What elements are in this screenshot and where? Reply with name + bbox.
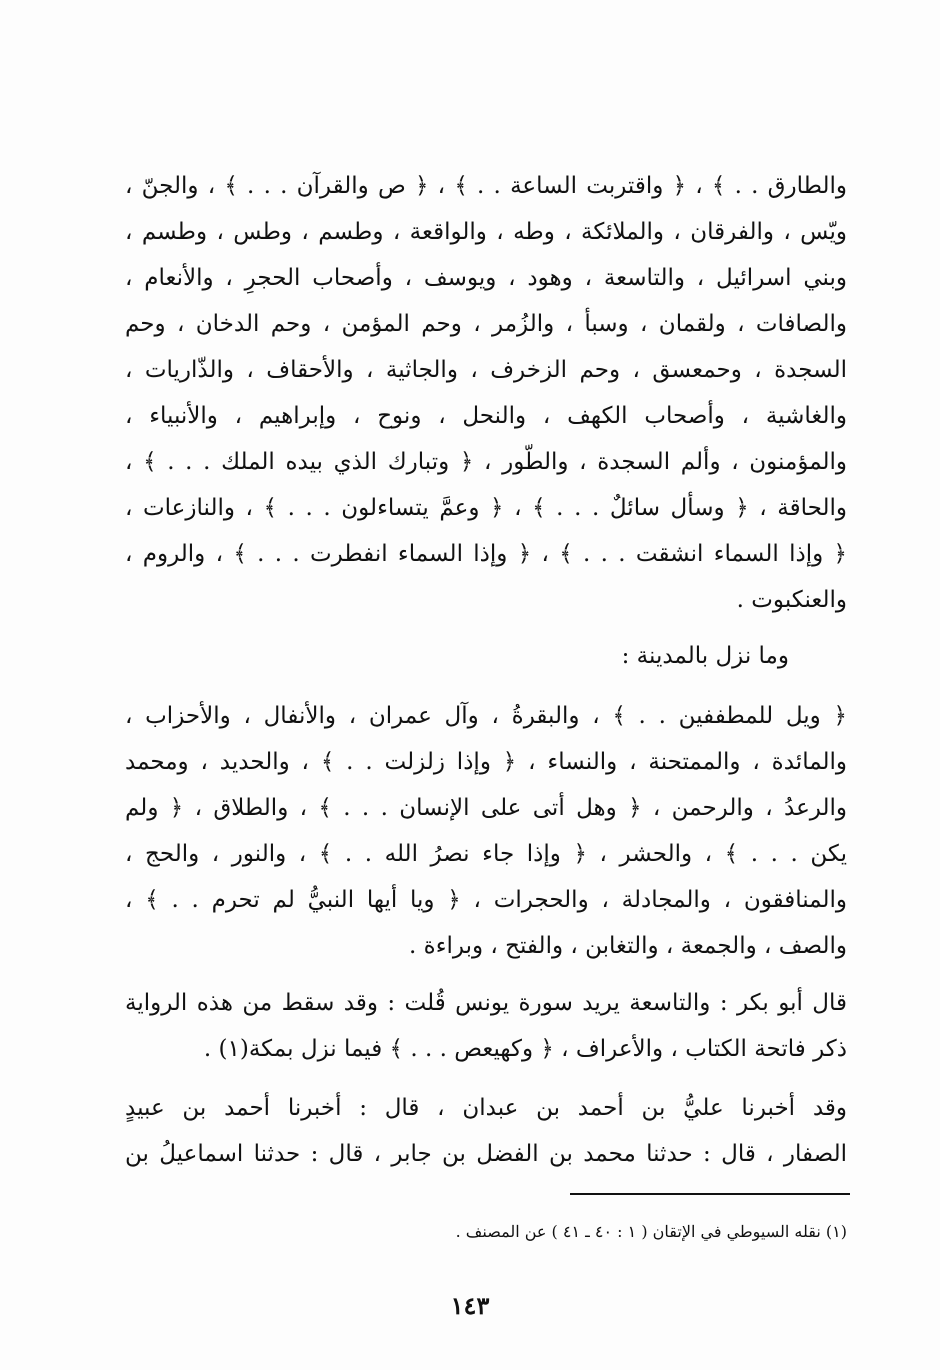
text-line: والصف ، والجمعة ، والتغابن ، والفتح ، وبراءة . — [409, 933, 847, 959]
text-line: والعنكبوت . — [736, 587, 847, 613]
text-line: والغاشية ، وأصحاب الكهف ، والنحل ، ونوح ، وإبراهيم ، والأنبياء ، — [125, 403, 847, 429]
text-line: ذكر فاتحة الكتاب ، والأعراف ، ﴿ وكهيعص . . . ﴾ فيما نزل بمكة(١) . — [203, 1036, 847, 1062]
text-line: ﴿ وإذا السماء انشقت . . . ﴾ ، ﴿ وإذا السماء انفطرت . . . ﴾ ، والروم ، — [125, 541, 847, 567]
text-line: والصافات ، ولقمان ، وسبأ ، والزُمر ، وحم المؤمن ، وحم الدخان ، وحم — [125, 311, 847, 337]
page-number: ١٤٣ — [450, 1291, 490, 1320]
paragraph-meccan-surahs — [125, 163, 847, 623]
text-line: والمؤمنون ، وألم السجدة ، والطّور ، ﴿ وتبارك الذي بيده الملك . . . ﴾ ، — [125, 449, 847, 475]
text-line: وبني اسرائيل ، والتاسعة ، وهود ، ويوسف ، وأصحاب الحجرِ ، والأنعام ، — [125, 265, 847, 291]
text-line: والمائدة ، والممتحنة ، والنساء ، ﴿ وإذا زلزلت . . ﴾ ، والحديد ، ومحمد — [125, 749, 847, 775]
paragraph-medinan-surahs — [125, 693, 847, 969]
text-line: قال أبو بكر : والتاسعة يريد سورة يونس قُلت : وقد سقط من هذه الرواية — [125, 990, 847, 1016]
text-line: ويّس ، والفرقان ، والملائكة ، وطه ، والواقعة ، وطسم ، وطس ، وطسم ، — [125, 219, 847, 245]
text-line: والرعدُ ، والرحمن ، ﴿ وهل أتى على الإنسان . . . ﴾ ، والطلاق ، ﴿ ولم — [125, 795, 847, 821]
text-line: وقد أخبرنا عليُّ بن أحمد بن عبدان ، قال : أخبرنا أحمد بن عبيدٍ — [125, 1095, 847, 1121]
text-line: الصفار ، قال : حدثنا محمد بن الفضل بن جابر ، قال : حدثنا اسماعيلُ بن — [125, 1141, 847, 1167]
text-line: والطارق . . ﴾ ، ﴿ واقتربت الساعة . . ﴾ ، ﴿ ص والقرآن . . . ﴾ ، والجنّ ، — [125, 173, 847, 199]
text-line: يكن . . . ﴾ ، والحشر ، ﴿ وإذا جاء نصرُ الله . . ﴾ ، والنور ، والحج ، — [125, 841, 847, 867]
heading-text: وما نزل بالمدينة : — [621, 643, 789, 669]
footnote-divider — [570, 1193, 850, 1195]
text-line: والمنافقون ، والمجادلة ، والحجرات ، ﴿ ويا أيها النبيُّ لم تحرم . . ﴾ ، — [125, 887, 847, 913]
text-line: السجدة ، وحمعسق ، وحم الزخرف ، والجاثية ، والأحقاف ، والذّاريات ، — [125, 357, 847, 383]
text-line: والحاقة ، ﴿ وسأل سائلٌ . . . ﴾ ، ﴿ وعمَّ يتساءلون . . . ﴾ ، والنازعات ، — [125, 495, 847, 521]
footnote: (١) نقله السيوطي في الإتقان ( ١ : ٤٠ ـ ٤١ ) عن المصنف . — [455, 1222, 847, 1241]
text-line: ﴿ ويل للمطففين . . ﴾ ، والبقرةُ ، وآل عمران ، والأنفال ، والأحزاب ، — [125, 703, 847, 729]
section-heading-medina — [125, 633, 847, 679]
paragraph-abu-bakr-note — [125, 980, 847, 1072]
paragraph-isnad — [125, 1085, 847, 1177]
